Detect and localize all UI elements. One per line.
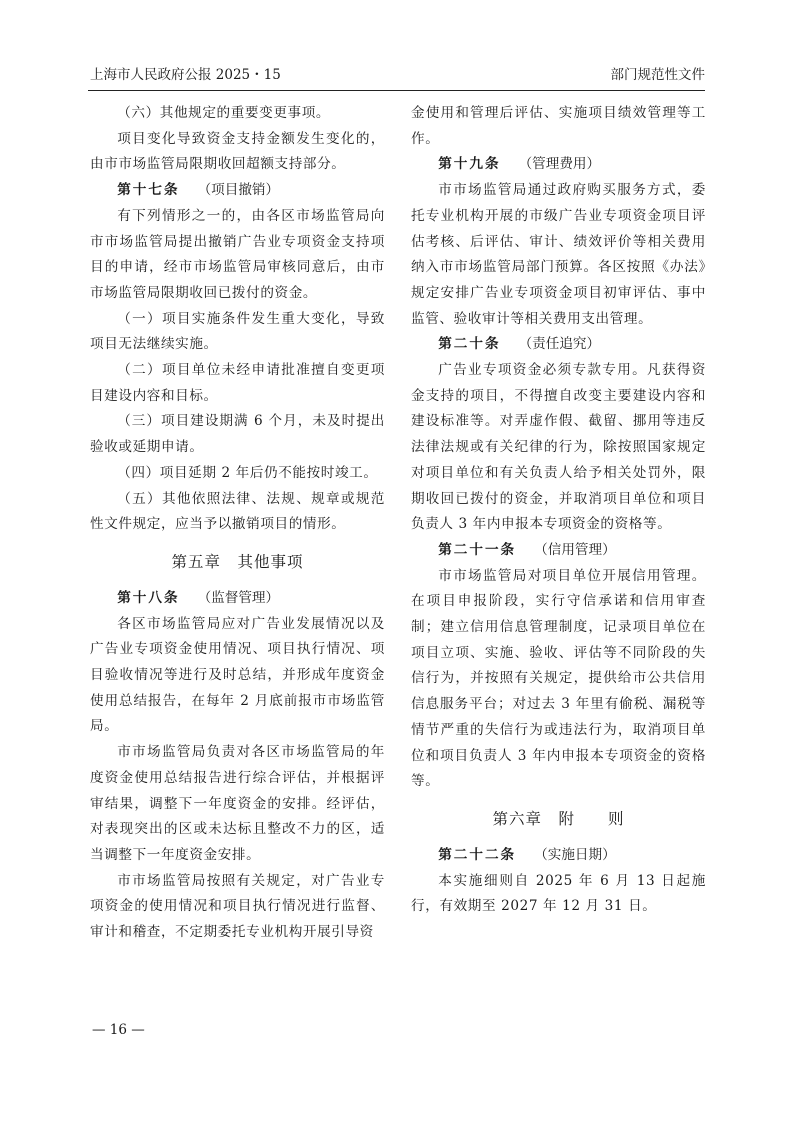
paragraph: （六）其他规定的重要变更事项。 (117, 105, 331, 121)
article-title: （责任追究） (518, 336, 601, 353)
left-column (90, 101, 385, 946)
page-number: — 16 — (92, 1022, 145, 1038)
paragraph: （四）项目延期 2 年后仍不能按时竣工。 (117, 464, 378, 481)
chapter-title: 第五章 其他事项 (171, 552, 304, 571)
paragraph: 市市场监管局通过政府购买服务方式，委托专业机构开展的市级广告业专项资金项目评估考核、后评估、审计、绩效评价等相关费用纳入市市场监管局部门预算。各区按照《办法》规定安排广告业专项资金项目初审评估、事中监管、验收审计等相关费用支出管理。 (411, 182, 706, 327)
article-title: （实施日期） (534, 846, 616, 863)
article-title: （监督管理） (197, 589, 280, 606)
chapter-title: 第六章 附 则 (492, 809, 625, 828)
article-heading (411, 538, 706, 564)
article-title: （项目撤销） (197, 182, 280, 199)
publication-header: 上海市人民政府公报 2025・15 (90, 67, 281, 83)
article-number: 第十八条 (117, 589, 180, 606)
article-title: （管理费用） (518, 156, 601, 173)
paragraph: 各区市场监管局应对广告业发展情况以及广告业专项资金使用情况、项目执行情况、项目验收情况等进行及时总结，并形成年度资金使用总结报告，在每年 2 月底前报市市场监管局。 (90, 615, 385, 735)
chapter-heading (411, 795, 706, 843)
section-header: 部门规范性文件 (610, 67, 705, 83)
paragraph: 本实施细则自 2025 年 6 月 13 日起施行，有效期至 2027 年 12 月 31 日。 (411, 872, 706, 915)
chapter-heading (90, 538, 385, 586)
paragraph: （一）项目实施条件发生重大变化，导致项目无法继续实施。 (90, 310, 385, 353)
article-number: 第十九条 (438, 156, 501, 173)
article-number: 第二十二条 (438, 846, 517, 863)
article-heading (411, 843, 706, 869)
paragraph: （二）项目单位未经申请批准擅自变更项目建设内容和目标。 (90, 362, 385, 404)
paragraph: 项目变化导致资金支持金额发生变化的，由市市场监管局限期收回超额支持部分。 (90, 130, 385, 173)
article-number: 第二十条 (438, 336, 501, 353)
article-number: 第十七条 (117, 182, 180, 199)
article-heading (90, 178, 385, 204)
paragraph: 市市场监管局负责对各区市场监管局的年度资金使用总结报告进行综合评估，并根据评审结果，调整下一年度资金的安排。经评估，对表现突出的区或未达标且整改不力的区，适当调整下一年度资金安排。 (90, 744, 385, 863)
paragraph: 金使用和管理后评估、实施项目绩效管理等工作。 (411, 105, 706, 147)
article-heading (411, 152, 706, 178)
article-heading (90, 586, 385, 612)
article-number: 第二十一条 (438, 541, 517, 558)
paragraph: 市市场监管局按照有关规定，对广告业专项资金的使用情况和项目执行情况进行监督、审计和稽查，不定期委托专业机构开展引导资 (90, 872, 385, 941)
header-rule (88, 90, 705, 91)
paragraph: （五）其他依照法律、法规、规章或规范性文件规定，应当予以撤销项目的情形。 (90, 490, 385, 533)
article-title: （信用管理） (534, 541, 616, 558)
paragraph: （三）项目建设期满 6 个月，未及时提出验收或延期申请。 (90, 413, 385, 456)
paragraph: 有下列情形之一的，由各区市场监管局向市市场监管局提出撤销广告业专项资金支持项目的申请，经市市场监管局审核同意后，由市市场监管局限期收回已拨付的资金。 (90, 207, 385, 301)
right-column (411, 101, 706, 920)
paragraph: 广告业专项资金必须专款专用。凡获得资金支持的项目，不得擅自改变主要建设内容和建设标准等。对弄虚作假、截留、挪用等违反法律法规或有关纪律的行为，除按照国家规定对项目单位和有关负责人给予相关处罚外，限期收回已拨付的资金，并取消项目单位和项目负责人 3 年内申报本专项资金的资格等。 (411, 362, 706, 533)
article-heading (411, 332, 706, 358)
paragraph: 市市场监管局对项目单位开展信用管理。在项目申报阶段，实行守信承诺和信用审查制；建立信用信息管理制度，记录项目单位在项目立项、实施、验收、评估等不同阶段的失信行为，并按照有关规定，提供给市公共信用信息服务平台；对过去 3 年里有偷税、漏税等情节严重的失信行为或违法行为，取消项目单位和项目负责人 3 年内申报本专项资金的资格等。 (411, 567, 706, 790)
